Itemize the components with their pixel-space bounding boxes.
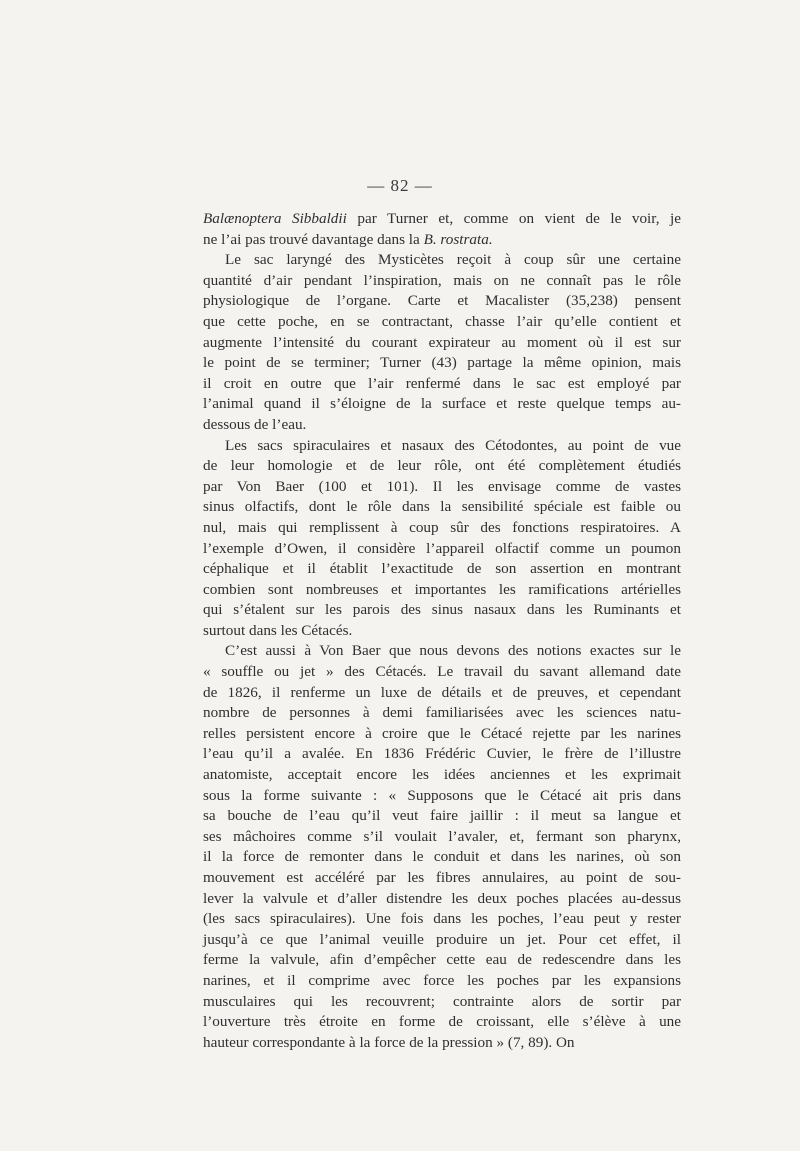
text-line xyxy=(203,374,681,395)
text-line xyxy=(203,641,681,662)
text-line xyxy=(203,497,681,518)
text-segment: que cette poche, en se contractant, chasse l’air qu’elle contient et xyxy=(203,312,681,330)
text-line xyxy=(203,621,681,642)
text-line xyxy=(203,312,681,333)
text-line xyxy=(203,1033,681,1054)
text-line xyxy=(203,992,681,1013)
text-line xyxy=(203,600,681,621)
text-line xyxy=(203,477,681,498)
text-line xyxy=(203,580,681,601)
text-segment: de leur homologie et de leur rôle, ont été complètement étudiés xyxy=(203,457,681,475)
text-line xyxy=(203,230,681,251)
text-segment: Le sac laryngé des Mysticètes reçoit à coup sûr une certaine xyxy=(225,251,681,269)
text-line xyxy=(203,353,681,374)
text-segment: nul, mais qui remplissent à coup sûr des fonctions respiratoires. A xyxy=(203,518,681,536)
text-segment: hauteur correspondante à la force de la pression » (7, 89). On xyxy=(203,1033,575,1051)
text-line xyxy=(203,930,681,951)
text-line xyxy=(203,806,681,827)
text-segment: physiologique de l’organe. Carte et Macalister (35,238) pensent xyxy=(203,292,681,310)
text-segment: céphalique et il établit l’exactitude de son assertion en montrant xyxy=(203,560,681,578)
text-line xyxy=(203,1012,681,1033)
text-segment: ses mâchoires comme s’il voulait l’avaler, et, fermant son pharynx, xyxy=(203,827,681,845)
text-segment: Les sacs spiraculaires et nasaux des Cétodontes, au point de vue xyxy=(225,436,681,454)
text-segment: augmente l’intensité du courant expirateur au moment où il est sur xyxy=(203,333,681,351)
text-segment: ferme la valvule, afin d’empêcher cette eau de redescendre dans les xyxy=(203,951,681,969)
text-segment: l’exemple d’Owen, il considère l’appareil olfactif comme un poumon xyxy=(203,539,681,557)
text-line xyxy=(203,724,681,745)
text-segment: jusqu’à ce que l’animal veuille produire un jet. Pour cet effet, il xyxy=(203,930,681,948)
text-segment: sous la forme suivante : « Supposons que le Cétacé ait pris dans xyxy=(203,786,681,804)
text-segment: lever la valvule et d’aller distendre les deux poches placées au-dessus xyxy=(203,889,681,907)
text-segment: l’eau qu’il a avalée. En 1836 Frédéric Cuvier, le frère de l’illustre xyxy=(203,745,681,763)
text-line xyxy=(203,786,681,807)
text-line xyxy=(203,559,681,580)
text-segment: qui s’étalent sur les parois des sinus nasaux dans les Ruminants et xyxy=(203,601,681,619)
text-line xyxy=(203,518,681,539)
text-line xyxy=(203,868,681,889)
text-line xyxy=(203,971,681,992)
text-line xyxy=(203,250,681,271)
text-line xyxy=(203,950,681,971)
text-line xyxy=(203,765,681,786)
italic-text: Balænoptera Sibbaldii xyxy=(203,210,347,227)
text-segment: l’animal quand il s’éloigne de la surface et reste quelque temps au- xyxy=(203,395,681,413)
italic-text: B. rostrata. xyxy=(423,230,493,248)
text-line xyxy=(203,744,681,765)
text-segment: quantité d’air pendant l’inspiration, mais on ne connaît pas le rôle xyxy=(203,271,681,289)
text-segment: il croit en outre que l’air renfermé dans le sac est employé par xyxy=(203,374,681,392)
text-line xyxy=(203,333,681,354)
text-segment: de 1826, il renferme un luxe de détails et de preuves, et cependant xyxy=(203,683,681,701)
text-segment: dessous de l’eau. xyxy=(203,415,307,433)
body-text xyxy=(203,209,681,1053)
text-segment: il la force de remonter dans le conduit et dans les narines, où son xyxy=(203,848,681,866)
text-line xyxy=(203,889,681,910)
text-segment: combien sont nombreuses et importantes les ramifications artérielles xyxy=(203,580,681,598)
text-line xyxy=(203,662,681,683)
paragraph xyxy=(203,436,681,642)
paragraph xyxy=(203,641,681,1053)
page-number: — 82 — xyxy=(367,176,433,195)
text-segment: sinus olfactifs, dont le rôle dans la sensibilité spéciale est faible ou xyxy=(203,498,681,516)
text-line xyxy=(203,291,681,312)
text-line xyxy=(203,827,681,848)
text-line xyxy=(203,209,681,230)
text-segment: relles persistent encore à croire que le Cétacé rejette par les narines xyxy=(203,724,681,742)
text-segment: (les sacs spiraculaires). Une fois dans les poches, l’eau peut y rester xyxy=(203,910,681,928)
text-segment: le point de se terminer; Turner (43) partage la même opinion, mais xyxy=(203,354,681,372)
text-line xyxy=(203,909,681,930)
text-segment: anatomiste, acceptait encore les idées anciennes et les exprimait xyxy=(203,766,681,784)
text-segment: « souffle ou jet » des Cétacés. Le travail du savant allemand date xyxy=(203,663,681,681)
text-line xyxy=(203,683,681,704)
text-segment: ne l’ai pas trouvé davantage dans la xyxy=(203,230,424,248)
text-line xyxy=(203,456,681,477)
text-segment: sa bouche de l’eau qu’il veut faire jaillir : il meut sa langue et xyxy=(203,807,681,825)
paragraph xyxy=(203,250,681,435)
text-line xyxy=(203,847,681,868)
text-line xyxy=(203,703,681,724)
text-segment: par Von Baer (100 et 101). Il les envisage comme de vastes xyxy=(203,477,681,495)
paragraph xyxy=(203,209,681,250)
text-segment: C’est aussi à Von Baer que nous devons des notions exactes sur le xyxy=(225,642,681,660)
text-line xyxy=(203,539,681,560)
text-line xyxy=(203,271,681,292)
text-line xyxy=(203,394,681,415)
text-segment: nombre de personnes à demi familiarisées avec les sciences natu- xyxy=(203,704,681,722)
text-segment: mouvement est accéléré par les fibres annulaires, au point de sou- xyxy=(203,869,681,886)
text-segment: narines, et il comprime avec force les poches par les expansions xyxy=(203,971,681,989)
text-segment: surtout dans les Cétacés. xyxy=(203,621,353,639)
text-segment: l’ouverture très étroite en forme de croissant, elle s’élève à une xyxy=(203,1013,681,1031)
text-line xyxy=(203,436,681,457)
text-line xyxy=(203,415,681,436)
text-segment: par Turner et, comme on vient de le voir, je xyxy=(346,210,681,227)
text-segment: musculaires qui les recouvrent; contrainte alors de sortir par xyxy=(203,992,681,1010)
